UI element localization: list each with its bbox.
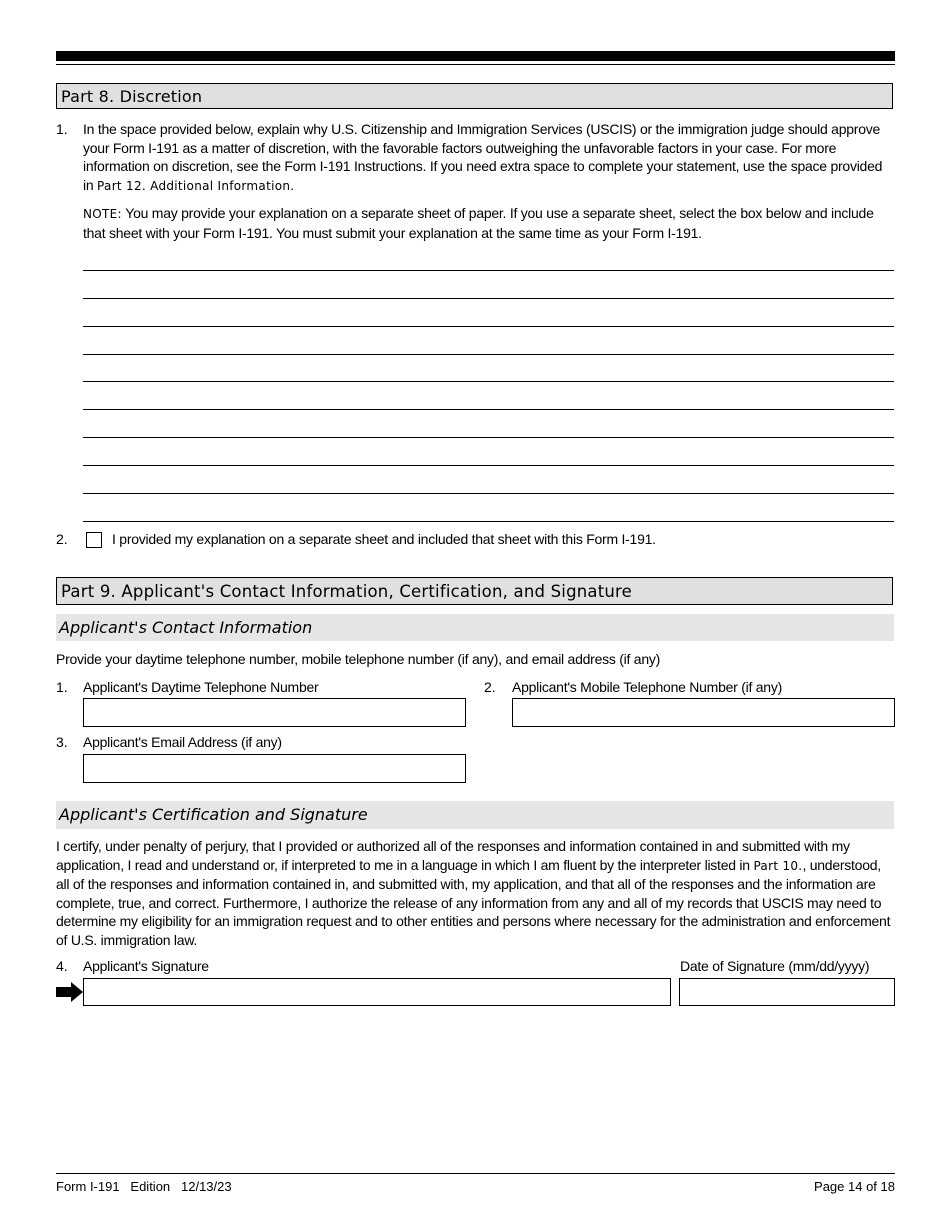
- explanation-line: [83, 298, 894, 299]
- certification-header: Applicant's Certification and Signature: [56, 801, 894, 829]
- mobile-phone-input[interactable]: [512, 698, 895, 727]
- email-number: 3.: [56, 734, 68, 750]
- top-thin-rule: [56, 64, 895, 65]
- explanation-line: [83, 270, 894, 271]
- part8-q1-text-a: In the space provided below, explain why U.S. Citizenship and Immigration Services (USCIS) or the immigration judge should approve your Form I-191 as a matter of discretion, with the favorable factors outweighing the unfavorable factors in your case. For more information on discretion, see the Form I-191 Instructions. If you need extra space to complete your statement, use the space provided in: [83, 121, 883, 193]
- explanation-line: [83, 493, 894, 494]
- email-input[interactable]: [83, 754, 466, 783]
- explanation-line: [83, 465, 894, 466]
- explanation-line: [83, 381, 894, 382]
- part8-q1-number: 1.: [56, 121, 68, 137]
- daytime-phone-input[interactable]: [83, 698, 466, 727]
- mobile-phone-number: 2.: [484, 679, 496, 695]
- explanation-line: [83, 437, 894, 438]
- separate-sheet-checkbox[interactable]: [86, 532, 102, 548]
- certification-ref: Part 10.: [753, 858, 803, 873]
- certification-text: [56, 837, 896, 949]
- signature-label: Applicant's Signature: [83, 958, 209, 974]
- part8-q1-instructions: [83, 120, 895, 195]
- footer-page-number: Page 14 of 18: [814, 1179, 895, 1194]
- part8-q2-number: 2.: [56, 531, 68, 547]
- part8-q1-ref: Part 12. Additional Information: [97, 178, 291, 193]
- certification-text-a: I certify, under penalty of perjury, that I provided or authorized all of the responses and information contained in and submitted with my application, I read and understand or, if interpreted to me in a language in which I am fluent by the interpreter listed in: [56, 838, 850, 873]
- date-of-signature-input[interactable]: [679, 978, 895, 1006]
- part9-header: Part 9. Applicant's Contact Information, Certification, and Signature: [56, 577, 893, 605]
- explanation-textarea[interactable]: [83, 260, 894, 522]
- separate-sheet-label: I provided my explanation on a separate sheet and included that sheet with this Form I-191.: [112, 531, 656, 547]
- part8-note-label: NOTE:: [83, 207, 122, 221]
- signature-input[interactable]: [83, 978, 671, 1006]
- contact-intro: Provide your daytime telephone number, mobile telephone number (if any), and email address (if any): [56, 651, 661, 667]
- certification-text-b: , understood, all of the responses and information contained in, and submitted with, my application, and that all of the responses and the information are complete, true, and correct. Furthermore, I authorize the release of any information from any and all of my records that USCIS may need to determine my eligibility for an immigration request and to other entities and persons where necessary for the administration and enforcement of U.S. immigration law.: [56, 856, 891, 948]
- contact-info-header: Applicant's Contact Information: [56, 614, 894, 641]
- explanation-line: [83, 354, 894, 355]
- date-of-signature-label: Date of Signature (mm/dd/yyyy): [680, 958, 870, 974]
- explanation-line: [83, 409, 894, 410]
- explanation-line: [83, 326, 894, 327]
- arrow-right-icon: [56, 982, 84, 1002]
- signature-number: 4.: [56, 958, 68, 974]
- footer-rule: [56, 1173, 895, 1174]
- daytime-phone-label: Applicant's Daytime Telephone Number: [83, 679, 319, 695]
- part8-q1-text-b: .: [290, 176, 294, 193]
- footer-form-id: Form I-191 Edition 12/13/23: [56, 1179, 232, 1194]
- part8-header: Part 8. Discretion: [56, 83, 893, 109]
- email-label: Applicant's Email Address (if any): [83, 734, 282, 750]
- explanation-line: [83, 521, 894, 522]
- daytime-phone-number: 1.: [56, 679, 68, 695]
- mobile-phone-label: Applicant's Mobile Telephone Number (if any): [512, 679, 783, 695]
- top-thick-rule: [56, 51, 895, 61]
- part8-note: [83, 204, 895, 242]
- part8-note-text: You may provide your explanation on a separate sheet of paper. If you use a separate sheet, select the box below and include that sheet with your Form I-191. You must submit your explanation at the same time as your Form I-191.: [83, 205, 874, 241]
